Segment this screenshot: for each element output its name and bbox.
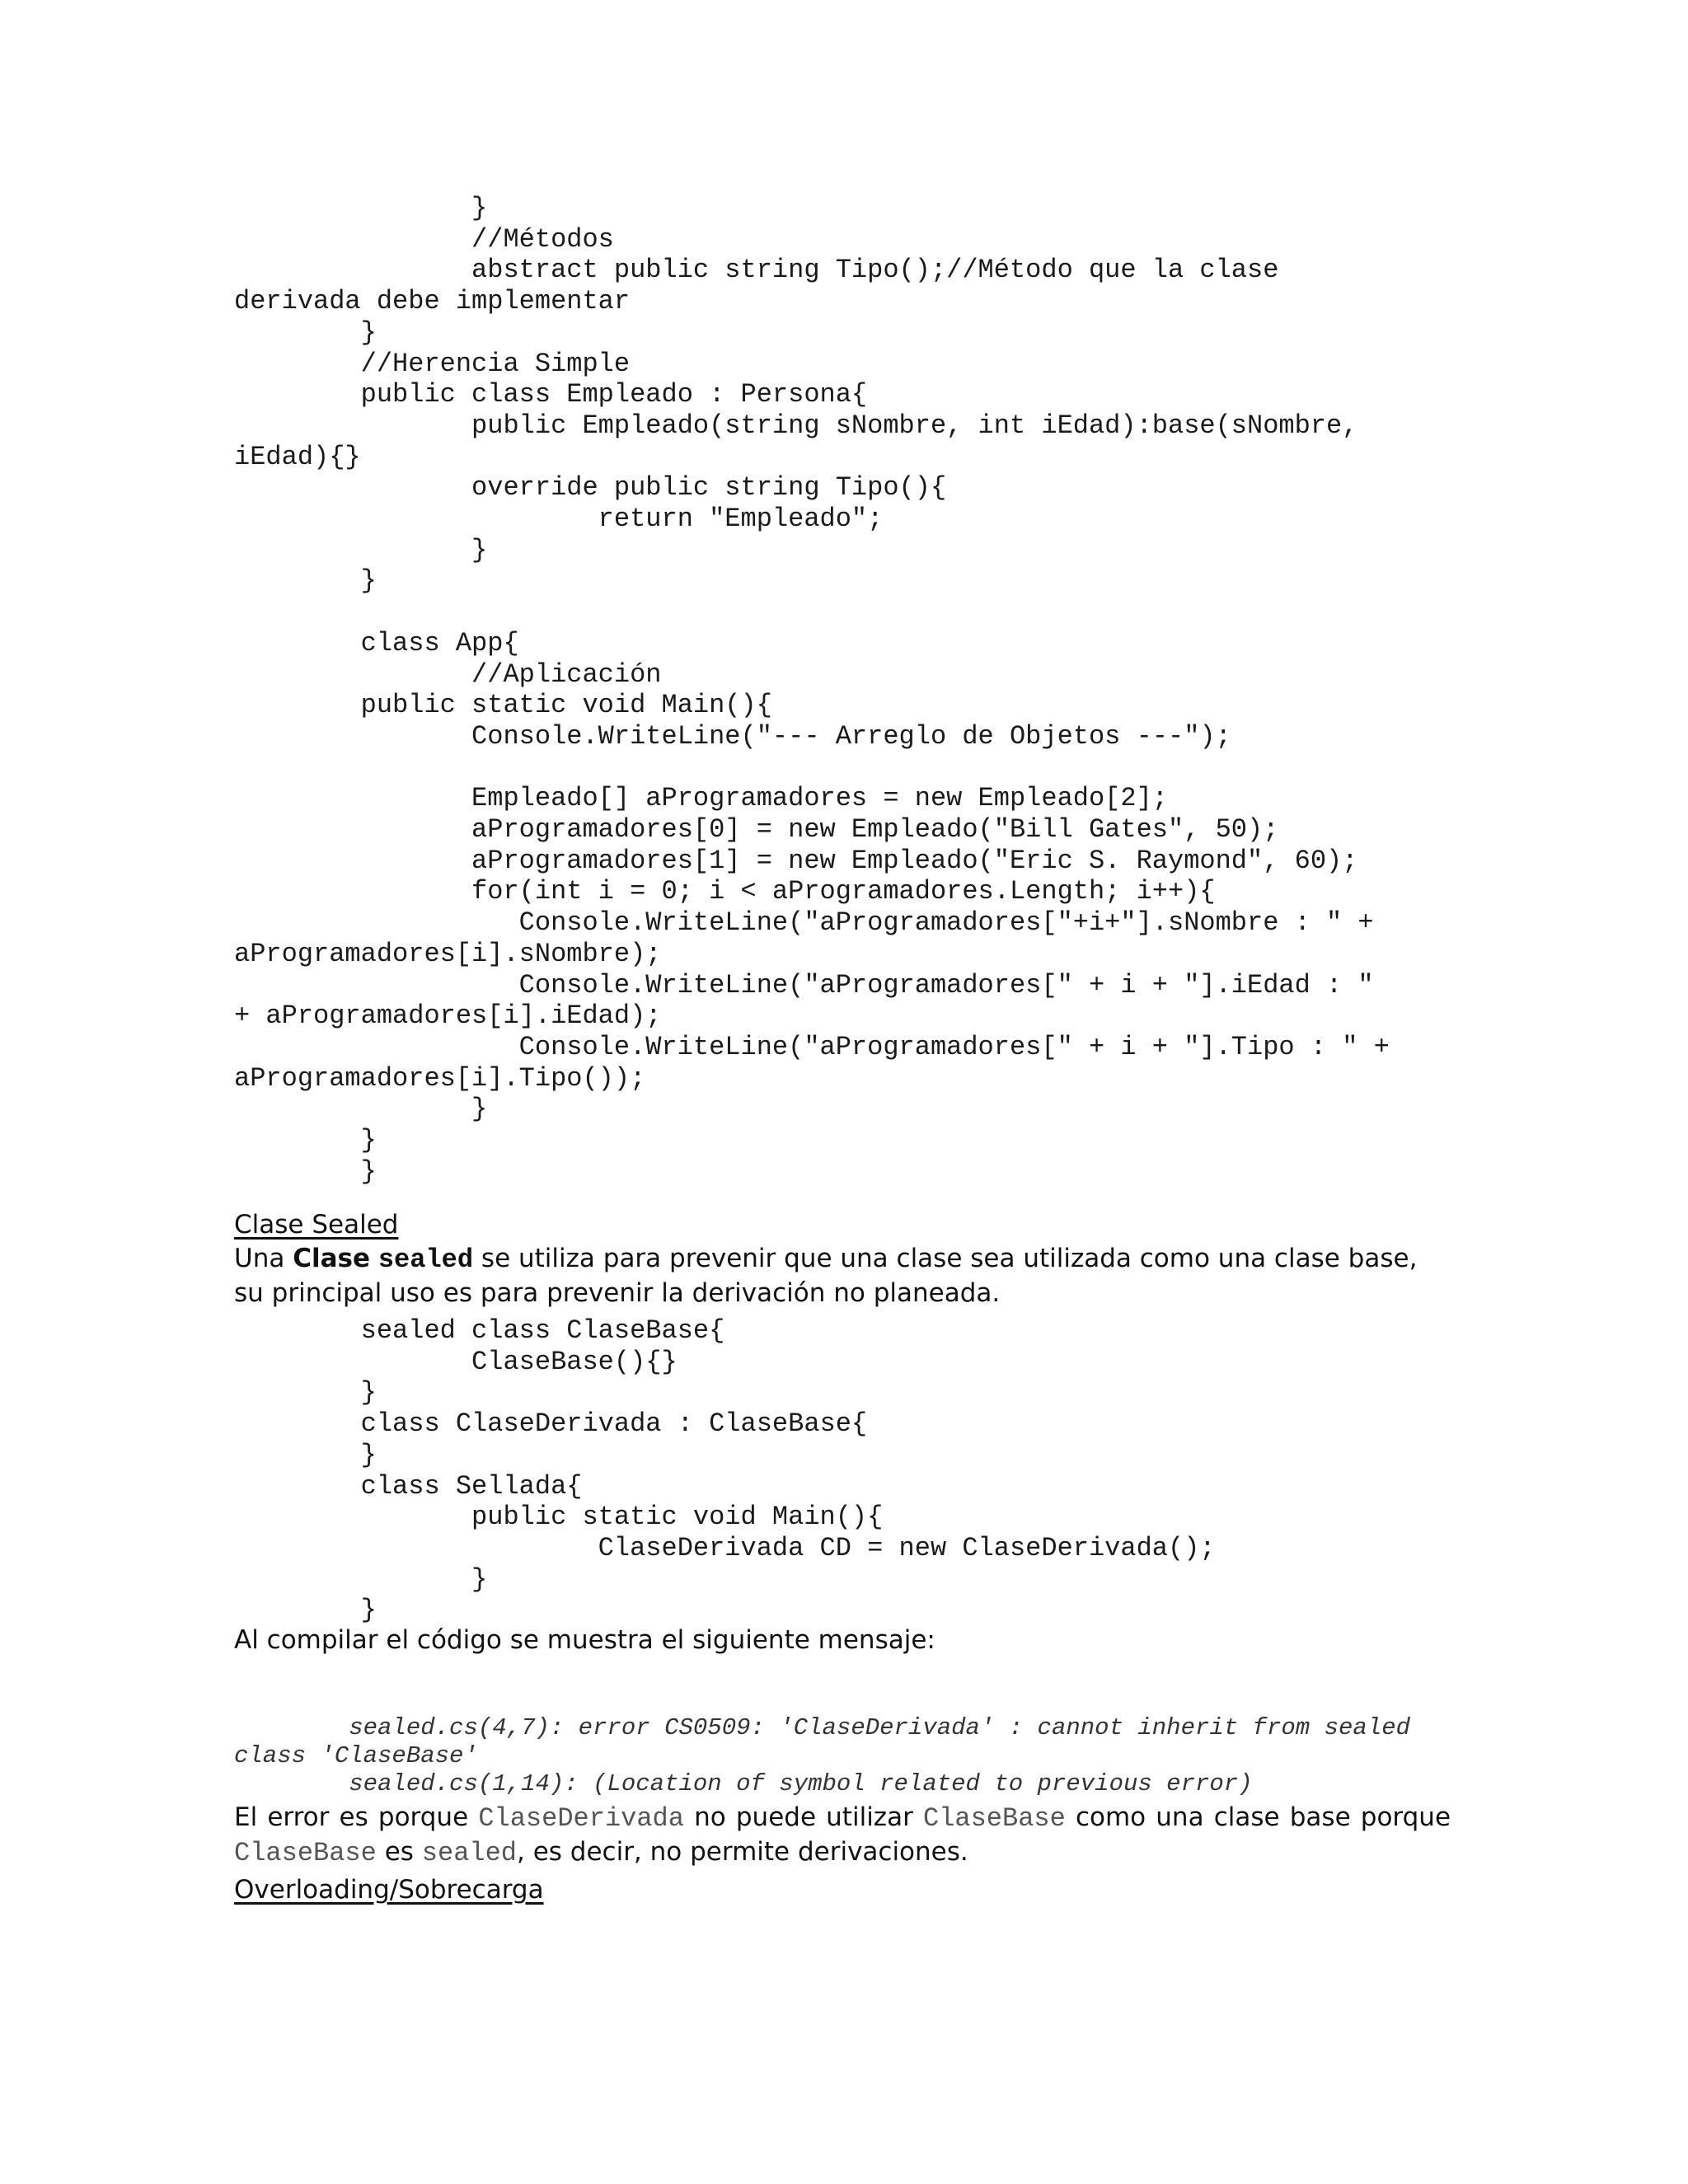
heading-clase-sealed: Clase Sealed	[234, 1210, 399, 1240]
code-block-herencia: } //Métodos abstract public string Tipo();//Método que la clase derivada debe implementar } //Herencia Simple public class Empleado : Persona{ public Empleado(string sNombre, int iEdad):base(sNombre, iEdad){} override public string Tipo(){ return "Empleado"; } } class App{ //Aplicación public static void Main(){ Console.WriteLine("--- Arreglo de Objetos ---"); Empleado[] aProgramadores = new Empleado[2]; aProgramadores[0] = new Empleado("Bill Gates", 50); aProgramadores[1] = new Empleado("Eric S. Raymond", 60); for(int i = 0; i < aProgramadores.Length; i++){ Console.WriteLine("aProgramadores["+i+"].sNombre : " + aProgramadores[i].sNombre); Console.WriteLine("aProgramadores[" + i + "].iEdad : " + aProgramadores[i].iEdad); Console.WriteLine("aProgramadores[" + i + "].Tipo : " + aProgramadores[i].Tipo()); } } }	[234, 193, 1390, 1187]
explanation-part2: no puede utilizar	[694, 1802, 913, 1832]
explanation-code-clasebase-2: ClaseBase	[234, 1838, 377, 1868]
explanation-part5: , es decir, no permite derivaciones.	[517, 1837, 968, 1867]
intro-code-sealed: sealed	[377, 1244, 474, 1275]
compile-message-text: Al compilar el código se muestra el siguiente mensaje:	[234, 1625, 935, 1655]
error-explanation-paragraph	[234, 1801, 1451, 1870]
explanation-part3: como una clase base porque	[1075, 1802, 1451, 1832]
explanation-part1: El error es porque	[234, 1802, 469, 1832]
intro-word: Una	[234, 1244, 285, 1273]
code-block-sealed: sealed class ClaseBase{ ClaseBase(){} } class ClaseDerivada : ClaseBase{ } class Sellada{ public static void Main(){ ClaseDerivada CD = new ClaseDerivada(); } }	[360, 1315, 1216, 1626]
intro-rest: se utiliza para prevenir que una clase sea utilizada como una clase base, su principal uso es para prevenir la derivación no planeada.	[234, 1244, 1418, 1308]
heading-overloading: Overloading/Sobrecarga	[234, 1875, 544, 1905]
explanation-code-clasebase: ClaseBase	[922, 1803, 1066, 1834]
explanation-code-sealed: sealed	[421, 1838, 517, 1868]
explanation-code-clasederivada: ClaseDerivada	[478, 1803, 684, 1834]
compiler-error-output: sealed.cs(4,7): error CS0509: 'ClaseDerivada' : cannot inherit from sealed class 'ClaseBase' sealed.cs(1,14): (Location of symbol related to previous error)	[234, 1714, 1411, 1797]
intro-bold-clase: Clase	[293, 1244, 370, 1273]
sealed-intro-paragraph	[234, 1242, 1451, 1310]
explanation-part4: es	[384, 1837, 414, 1867]
